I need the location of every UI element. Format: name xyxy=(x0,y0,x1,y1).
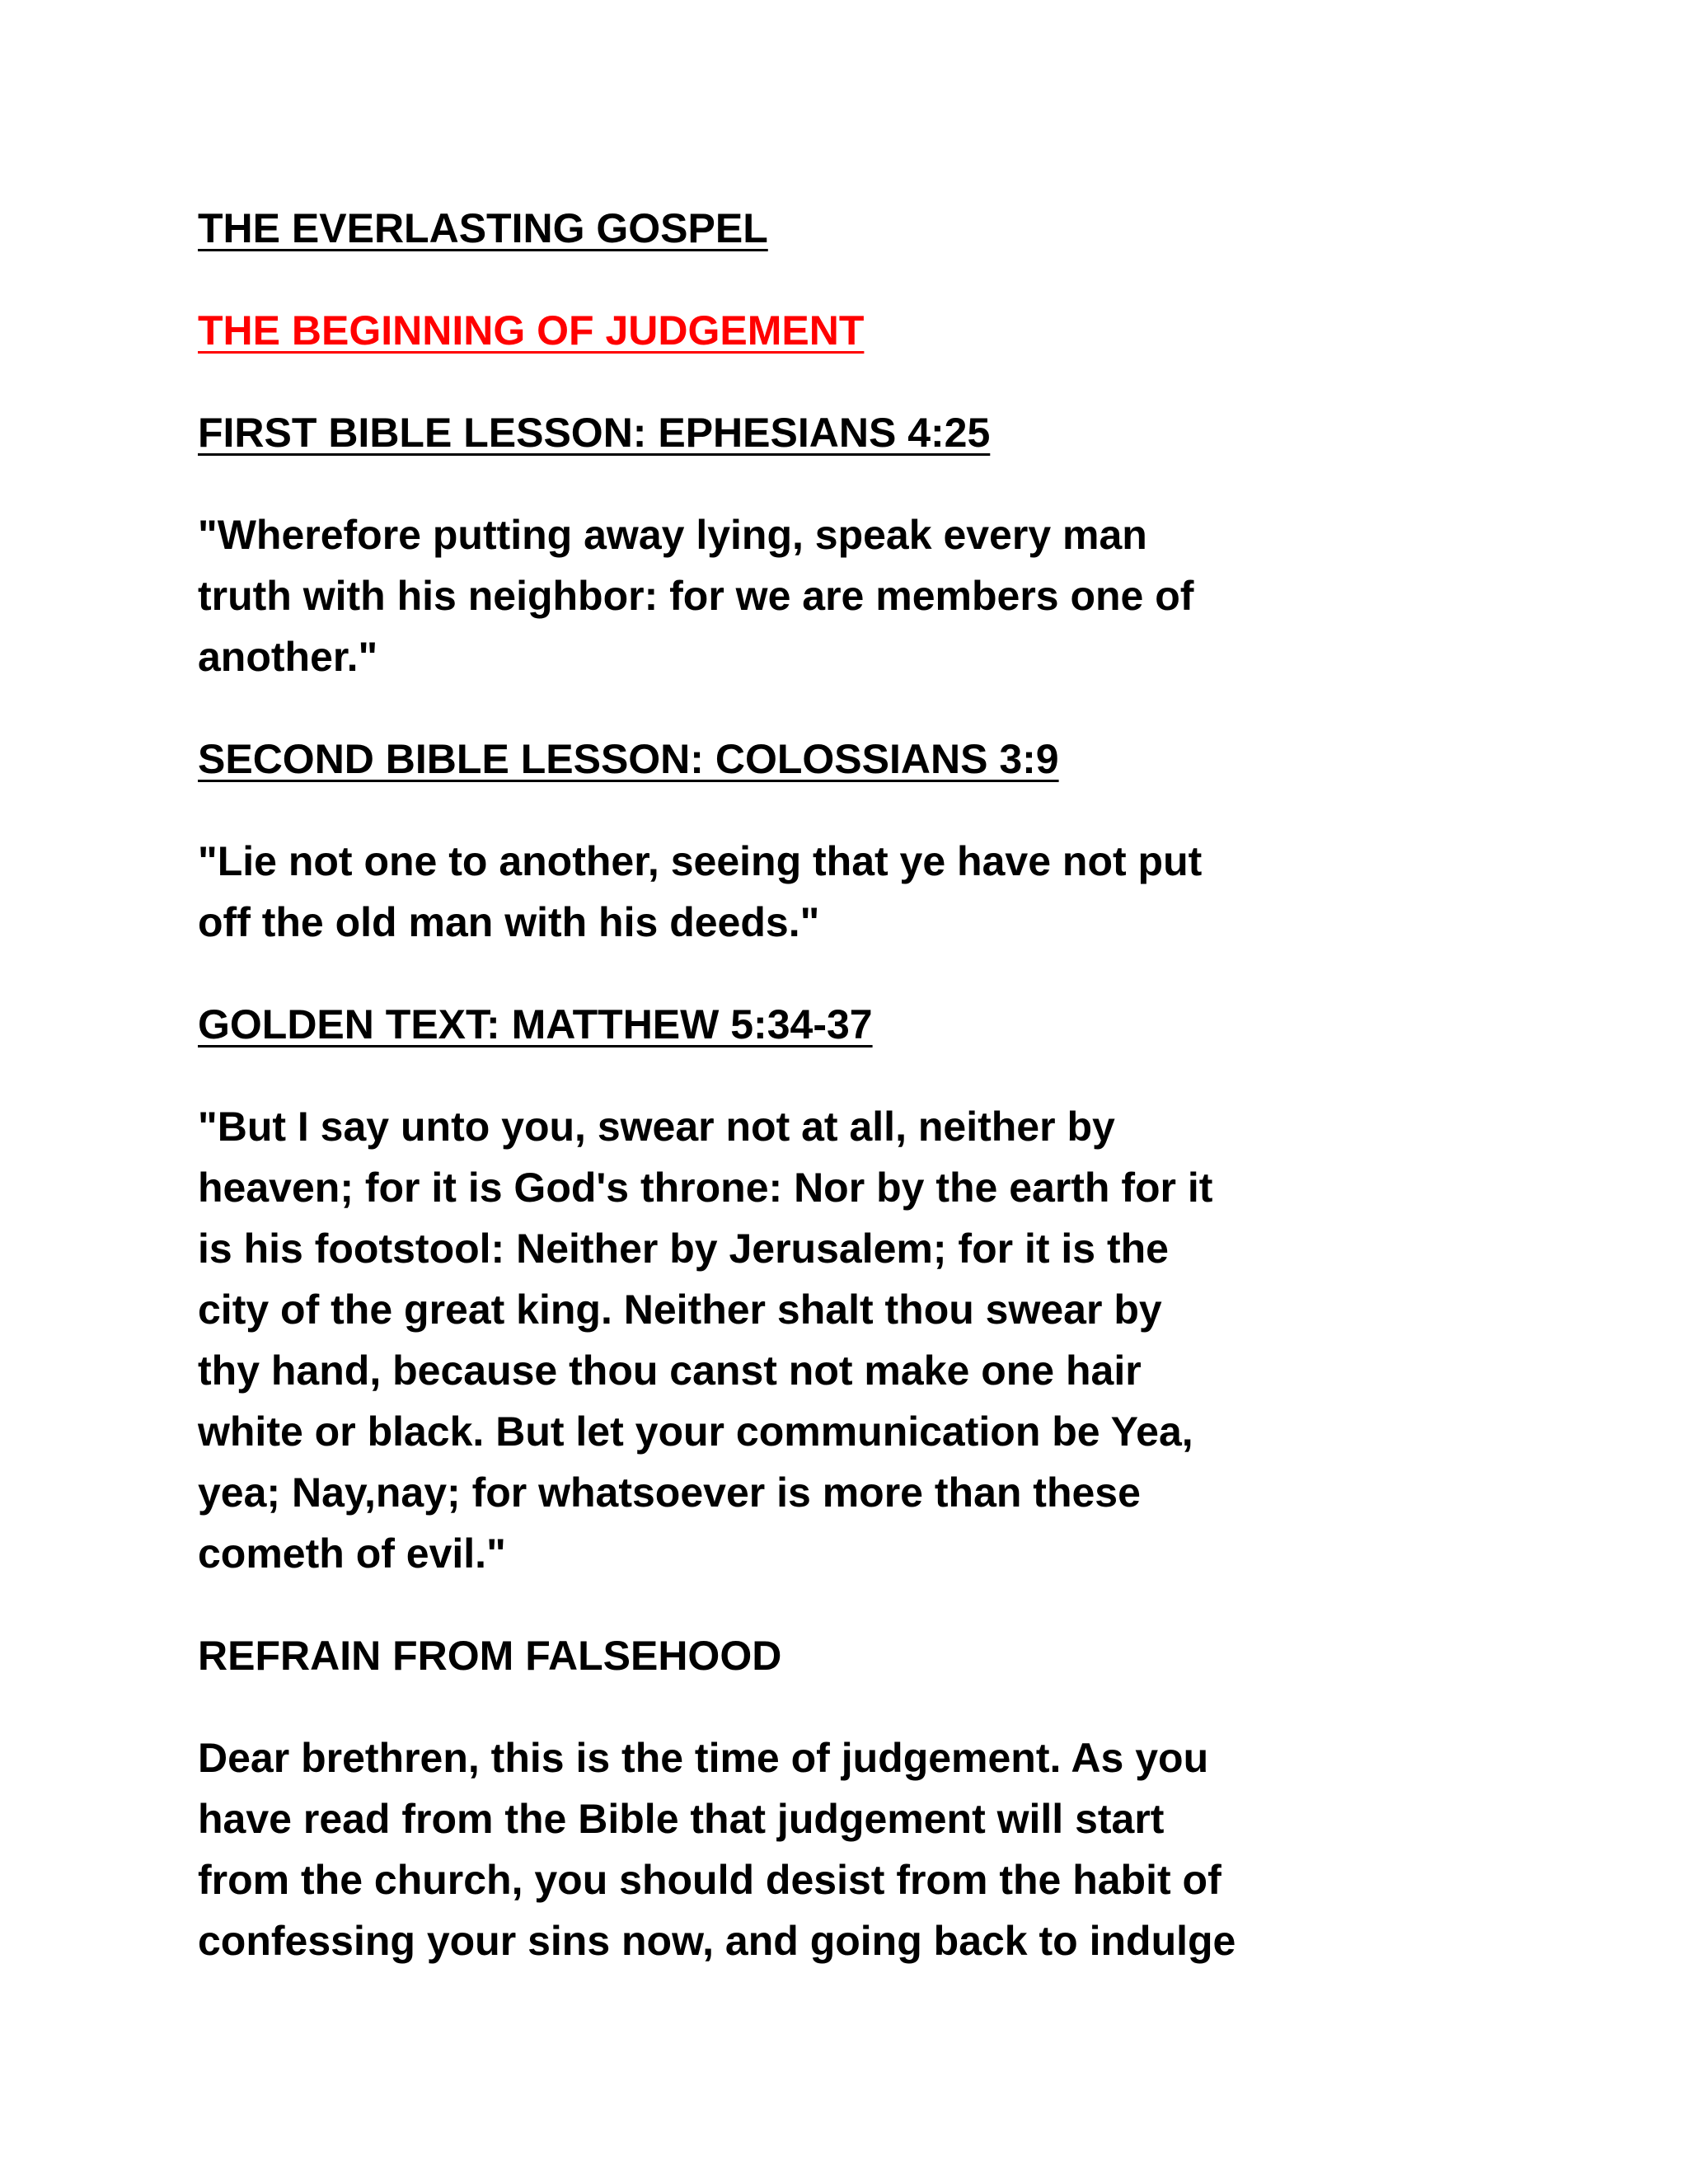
verse-line: "But I say unto you, swear not at all, neither by xyxy=(198,1104,1115,1150)
verse-line: yea; Nay,nay; for whatsoever is more than these xyxy=(198,1469,1141,1516)
document-body xyxy=(198,198,1484,2013)
section-heading: REFRAIN FROM FALSEHOOD xyxy=(198,1633,782,1679)
verse-line: truth with his neighbor: for we are members one of xyxy=(198,573,1194,619)
lesson1-heading: FIRST BIBLE LESSON: EPHESIANS 4:25 xyxy=(198,410,991,456)
verse-line: off the old man with his deeds." xyxy=(198,899,820,945)
golden-text-verse xyxy=(198,1096,1484,1584)
document-subtitle: THE BEGINNING OF JUDGEMENT xyxy=(198,307,865,354)
verse-line: heaven; for it is God's throne: Nor by the earth for it xyxy=(198,1165,1213,1211)
golden-text-heading-block xyxy=(198,994,1484,1055)
verse-line: thy hand, because thou canst not make one hair xyxy=(198,1347,1142,1394)
document-title: THE EVERLASTING GOSPEL xyxy=(198,205,768,251)
verse-line: white or black. But let your communication be Yea, xyxy=(198,1408,1193,1455)
lesson1-verse xyxy=(198,504,1484,687)
document-title-block xyxy=(198,198,1484,259)
document-subtitle-block xyxy=(198,300,1484,361)
lesson1-heading-block xyxy=(198,402,1484,463)
paragraph-line: confessing your sins now, and going back to indulge xyxy=(198,1918,1236,1964)
lesson2-verse xyxy=(198,831,1484,953)
verse-line: is his footstool: Neither by Jerusalem; for it is the xyxy=(198,1226,1169,1272)
verse-line: cometh of evil." xyxy=(198,1530,506,1577)
lesson2-heading: SECOND BIBLE LESSON: COLOSSIANS 3:9 xyxy=(198,736,1059,782)
lesson2-heading-block xyxy=(198,729,1484,790)
paragraph-line: Dear brethren, this is the time of judgement. As you xyxy=(198,1735,1209,1781)
section-paragraph xyxy=(198,1727,1484,1971)
paragraph-line: from the church, you should desist from the habit of xyxy=(198,1857,1221,1903)
section-heading-block xyxy=(198,1625,1484,1686)
paragraph-line: have read from the Bible that judgement will start xyxy=(198,1796,1165,1842)
verse-line: another." xyxy=(198,634,378,680)
verse-line: "Lie not one to another, seeing that ye have not put xyxy=(198,838,1203,884)
verse-line: city of the great king. Neither shalt thou swear by xyxy=(198,1286,1162,1333)
verse-line: "Wherefore putting away lying, speak every man xyxy=(198,512,1147,558)
golden-text-heading: GOLDEN TEXT: MATTHEW 5:34-37 xyxy=(198,1001,873,1047)
